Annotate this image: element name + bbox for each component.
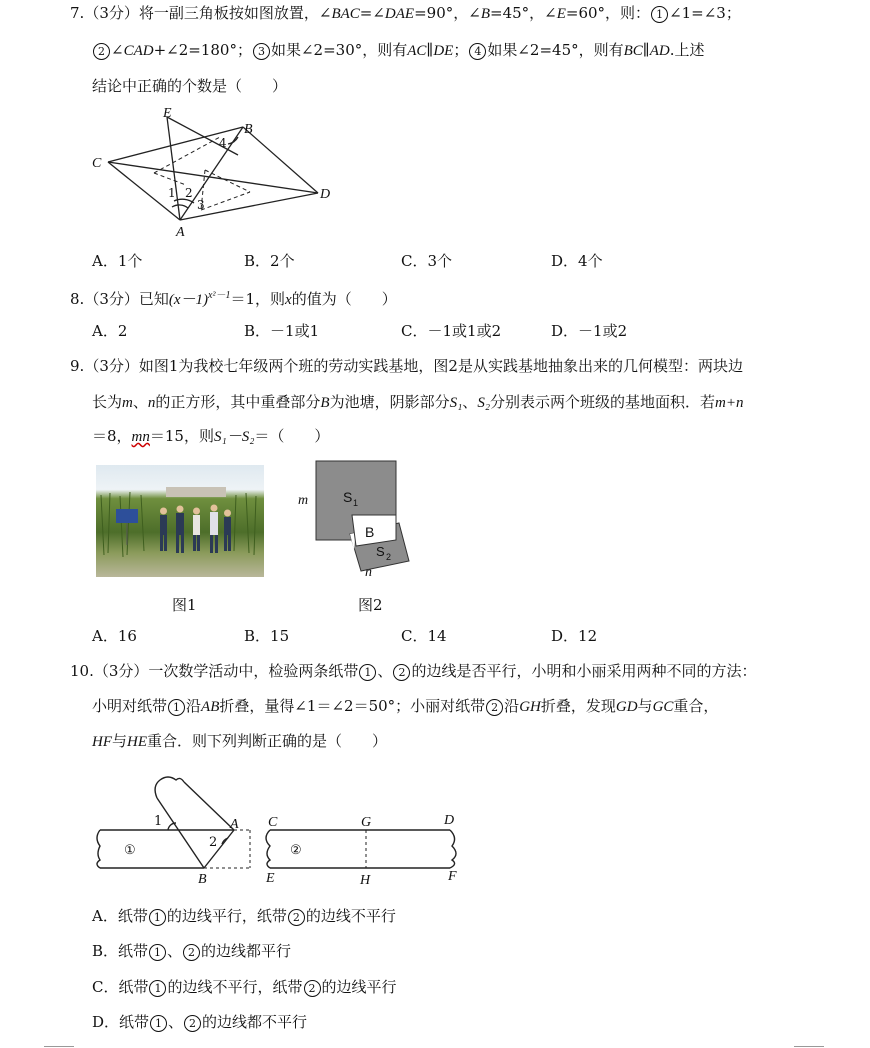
q10-opt-text: 的边线平行，纸带 — [166, 907, 287, 925]
q9-var: S₁ — [449, 395, 463, 411]
q10-text: 折叠，发现 — [540, 697, 616, 715]
q10-opt-text: 的边线都不平行 — [202, 1013, 308, 1031]
q10-opt-text: B．纸带 — [92, 942, 149, 960]
q10-text: 折叠，量得∠1＝∠2＝50°；小丽对纸带 — [219, 697, 486, 715]
q10-text: 沿 — [186, 697, 202, 715]
q10-var: HE — [127, 734, 148, 750]
q7-score: （3分） — [84, 4, 139, 22]
q10-opt-text: 的边线不平行 — [305, 907, 396, 925]
q9-text: 、 — [462, 393, 478, 411]
q7-text: =∠ — [359, 4, 385, 22]
q7-text: +∠2=180°； — [153, 41, 252, 59]
q10-text: 、 — [377, 662, 393, 680]
q10-label-D: D — [444, 813, 455, 828]
q9-line1 — [70, 356, 743, 376]
circled-number: 2 — [288, 909, 305, 926]
q8-expr-exponent: x²－1 — [208, 290, 231, 301]
q10-line1 — [70, 661, 756, 681]
q10-var: GD — [615, 699, 638, 715]
q7-text: ∠ — [111, 41, 124, 59]
q9-text: 如图1为我校七年级两个班的劳动实践基地，图2是从实践基地抽象出来的几何模型：两块边 — [138, 357, 743, 375]
q9-text: 长为 — [92, 393, 123, 411]
q8-line — [70, 286, 397, 310]
q7-text: E — [556, 6, 566, 22]
q9-number: 9. — [70, 357, 85, 375]
circled-number: 2 — [183, 944, 200, 961]
q8-text: ＝1，则 — [230, 290, 286, 308]
q10-var: HF — [92, 734, 112, 750]
q9-option-d[interactable]: D．12 — [551, 627, 598, 645]
q9-text: ＝（ ） — [254, 427, 330, 445]
q10-text: 的边线是否平行，小明和小丽采用两种不同的方法： — [411, 662, 757, 680]
circled-number: 2 — [393, 664, 410, 681]
q10-opt-text: 的边线不平行，纸带 — [167, 978, 303, 996]
q9-label-n: n — [365, 565, 372, 580]
circled-number: 4 — [469, 43, 486, 60]
q9-caption-fig1: 图1 — [172, 596, 197, 614]
q10-text: 小明对纸带 — [92, 697, 168, 715]
q8-option-d[interactable]: D．－1或2 — [551, 322, 628, 340]
q7-line3 — [92, 76, 287, 96]
q7-angle-1: 1 — [168, 186, 176, 200]
q7-text: 结论中正确的个数是（ ） — [92, 77, 288, 95]
q10-opt-text: D．纸带 — [92, 1013, 150, 1031]
page-edge-mark-right — [794, 1046, 824, 1047]
q10-var: GH — [519, 699, 541, 715]
q8-var: x — [285, 292, 292, 308]
q9-text: 分别表示两个班级的基地面积．若 — [490, 393, 716, 411]
q10-line2 — [92, 696, 718, 717]
q7-text: CAD — [123, 43, 154, 59]
q10-text: 一次数学活动中，检验两条纸带 — [148, 662, 359, 680]
q9-option-b[interactable]: B．15 — [244, 627, 290, 645]
q9-text: ＝8， — [92, 427, 132, 445]
q7-text: DAE — [384, 6, 415, 22]
q7-text: BC∥AD — [623, 43, 670, 59]
q8-score: （3分） — [84, 290, 139, 308]
q7-label-E: E — [163, 106, 172, 121]
q10-number: 10. — [70, 662, 94, 680]
q10-strip2-label: ② — [290, 843, 302, 858]
q7-option-d[interactable]: D．4个 — [551, 252, 603, 270]
circled-number: 3 — [253, 43, 270, 60]
q10-text: 沿 — [504, 697, 520, 715]
q9-option-c[interactable]: C．14 — [401, 627, 447, 645]
q7-text: =45°，∠ — [490, 4, 557, 22]
q10-opt-text: C．纸带 — [92, 978, 149, 996]
q8-text: 的值为（ ） — [291, 290, 397, 308]
q10-var: AB — [201, 699, 220, 715]
q8-text: 已知 — [138, 290, 169, 308]
q10-text: 重合．则下列判断正确的是（ ） — [147, 732, 388, 750]
q9-field-photo — [96, 465, 264, 577]
q9-var: S₁－S₂ — [213, 429, 255, 445]
q10-label-F: F — [448, 869, 457, 884]
q9-var: B — [320, 395, 330, 411]
q8-number: 8. — [70, 290, 85, 308]
q7-text: ； — [453, 41, 469, 59]
q7-text: =90°，∠ — [414, 4, 481, 22]
q7-angle-2: 2 — [185, 186, 193, 200]
q10-label-H: H — [360, 873, 371, 888]
q9-label-B: B — [365, 524, 375, 540]
q7-text: B — [480, 6, 490, 22]
q9-var: S₂ — [477, 395, 491, 411]
q9-squares-figure — [292, 458, 417, 578]
q9-caption-fig2: 图2 — [358, 596, 383, 614]
q7-label-B: B — [244, 122, 253, 137]
q10-label-G: G — [361, 815, 372, 830]
q7-label-A: A — [176, 225, 185, 240]
q7-text: 如果∠2=30°，则有 — [270, 41, 408, 59]
q8-option-b[interactable]: B．－1或1 — [244, 322, 320, 340]
q7-label-D: D — [320, 187, 331, 202]
q9-text: 、 — [132, 393, 148, 411]
q10-score: （3分） — [93, 662, 149, 680]
q8-expr-base: (x－1) — [168, 292, 209, 308]
page-edge-mark-left — [44, 1046, 74, 1047]
circled-number: 2 — [486, 699, 503, 716]
q10-label-C: C — [268, 815, 278, 830]
q10-strip1-label: ① — [124, 843, 136, 858]
q7-text: BAC — [331, 6, 360, 22]
q9-var: m+n — [715, 395, 744, 411]
q10-opt-text: 的边线都平行 — [201, 942, 292, 960]
q9-score: （3分） — [84, 357, 139, 375]
circled-number: 1 — [651, 6, 668, 23]
q9-label-S1-sub: 1 — [353, 498, 359, 508]
q10-text: 重合， — [673, 697, 719, 715]
q9-line2 — [92, 392, 744, 413]
q10-opt-text: 、 — [167, 942, 183, 960]
q9-label-S1: S — [343, 489, 353, 505]
q9-text: 的正方形，其中重叠部分 — [155, 393, 321, 411]
q9-line3 — [92, 426, 329, 447]
q10-option-a[interactable] — [92, 906, 396, 926]
q7-text: AC∥DE — [407, 43, 454, 59]
q7-option-c[interactable]: C．3个 — [401, 252, 453, 270]
q10-opt-text: 的边线平行 — [321, 978, 397, 996]
q7-text: ∠1=∠3； — [669, 4, 741, 22]
q7-line1 — [70, 3, 741, 24]
q9-label-S2-sub: 2 — [386, 552, 392, 562]
q7-label-C: C — [92, 156, 102, 171]
q10-angle-2: 2 — [209, 835, 218, 850]
q10-var: GC — [652, 699, 674, 715]
circled-number: 1 — [359, 664, 376, 681]
circled-number: 1 — [149, 909, 166, 926]
circled-number: 2 — [304, 980, 321, 997]
q8-option-c[interactable]: C．－1或1或2 — [401, 322, 502, 340]
q10-text: 与 — [112, 732, 128, 750]
circled-number: 1 — [150, 1015, 167, 1032]
q9-text: 为池塘，阴影部分 — [329, 393, 450, 411]
q7-angle-4: 4 — [219, 136, 227, 150]
q10-angle-1: 1 — [154, 814, 163, 829]
q10-opt-text: 、 — [168, 1013, 184, 1031]
q10-opt-text: A．纸带 — [92, 907, 148, 925]
q8-option-a[interactable]: A．2 — [92, 322, 128, 340]
q10-text: 与 — [637, 697, 653, 715]
q9-var: m — [122, 395, 133, 411]
q7-text: =60°，则： — [565, 4, 651, 22]
q10-option-d[interactable] — [92, 1012, 307, 1032]
q9-label-m: m — [298, 493, 309, 508]
q9-field-scene — [96, 465, 264, 577]
q10-line3 — [92, 731, 387, 752]
circled-number: 1 — [149, 980, 166, 997]
circled-number: 2 — [93, 43, 110, 60]
q7-triangle-figure — [88, 105, 338, 240]
q10-option-c[interactable] — [92, 977, 397, 997]
q7-angle-3: 3 — [197, 198, 205, 212]
q7-option-b[interactable]: B．2个 — [244, 252, 295, 270]
q7-text: 将一副三角板按如图放置，∠ — [138, 4, 332, 22]
q10-label-B: B — [198, 872, 207, 887]
q7-line2 — [92, 40, 705, 61]
q10-paper-strip-figure — [94, 768, 474, 893]
q7-text: 如果∠2=45°，则有 — [487, 41, 624, 59]
circled-number: 2 — [184, 1015, 201, 1032]
q10-label-A: A — [230, 817, 239, 832]
q9-var: n — [147, 395, 156, 411]
circled-number: 1 — [168, 699, 185, 716]
q7-option-a[interactable]: A．1个 — [92, 252, 143, 270]
circled-number: 1 — [149, 944, 166, 961]
q9-var: mn — [131, 429, 150, 445]
q7-number: 7. — [70, 4, 85, 22]
q9-text: ＝15，则 — [149, 427, 214, 445]
q7-text: .上述 — [669, 41, 705, 59]
q9-option-a[interactable]: A．16 — [92, 627, 137, 645]
q9-label-S2: S — [376, 544, 385, 559]
q10-label-E: E — [266, 871, 275, 886]
q10-option-b[interactable] — [92, 941, 291, 961]
